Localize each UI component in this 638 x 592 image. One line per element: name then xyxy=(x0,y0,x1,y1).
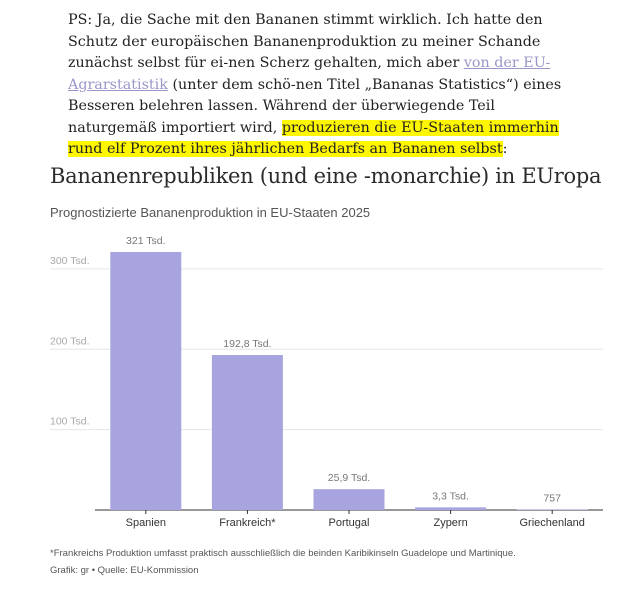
highlighted-text: produzieren die EU-Staaten immerhin rund elf Prozent ihres jährlichen Bedarfs an Bananen selbst xyxy=(68,119,559,157)
data-label: 321 Tsd. xyxy=(126,235,166,247)
data-label: 192,8 Tsd. xyxy=(223,338,272,351)
data-label: 25,9 Tsd. xyxy=(327,472,371,485)
x-tick-label: Portugal xyxy=(328,517,370,529)
y-tick-label: 200 Tsd. xyxy=(50,335,90,348)
data-label: 3,3 Tsd. xyxy=(432,490,469,503)
bar xyxy=(415,507,486,510)
agrarstatistik-link[interactable]: von der EU-Agrarstatistik xyxy=(68,55,551,93)
x-tick-label: Frankreich* xyxy=(219,517,276,529)
bar xyxy=(314,489,385,510)
chart-title: Bananenrepubliken (und eine -monarchie) in EUropa xyxy=(50,164,602,188)
bar xyxy=(110,252,181,510)
paragraph-text: : xyxy=(502,141,508,157)
bar xyxy=(517,509,588,510)
x-tick-label: Griechenland xyxy=(519,517,585,529)
y-tick-label: 300 Tsd. xyxy=(50,254,90,267)
chart-credit: Grafik: gr • Quelle: EU-Kommission xyxy=(50,565,199,576)
chart-footnote: *Frankreichs Produktion umfasst praktisch ausschließlich die beinden Karibikinseln Guadelope und Martinique. xyxy=(50,548,516,559)
x-tick-label: Zypern xyxy=(433,517,468,529)
bar-chart xyxy=(0,228,638,538)
y-tick-label: 100 Tsd. xyxy=(50,415,90,428)
article-paragraph xyxy=(68,10,588,161)
paragraph-text: PS: Ja, die Sache mit den Bananen stimmt wirklich. Ich hatte den Schutz der europäischen Bananenproduktion zu meiner Schande zunächst selbst für ei-nen Scherz gehalten, mich aber xyxy=(68,12,543,71)
x-tick-label: Spanien xyxy=(125,517,166,529)
data-label: 757 xyxy=(543,492,561,505)
chart-subtitle: Prognostizierte Bananenproduktion in EU-Staaten 2025 xyxy=(50,205,371,220)
paragraph-text: (unter dem schö-nen Titel „Bananas Statistics“) eines Besseren belehren lassen. Während der überwiegende Teil naturgemäß importiert wird, xyxy=(68,76,562,136)
bar xyxy=(212,355,283,510)
